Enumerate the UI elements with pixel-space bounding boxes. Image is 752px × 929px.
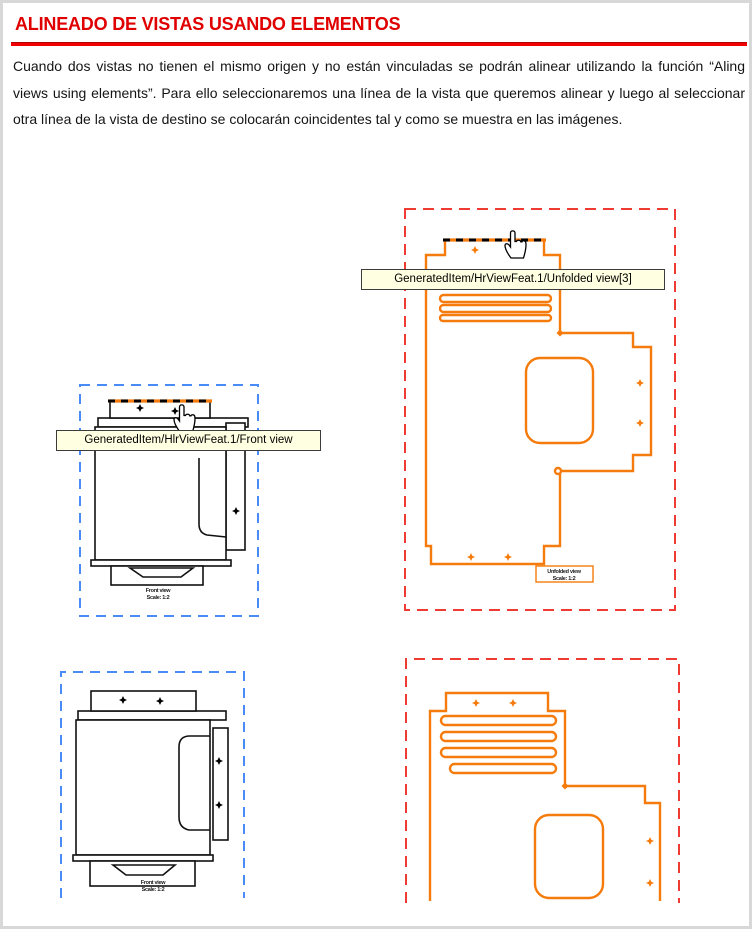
svg-text:Front view: Front view [145,588,171,594]
center-mark-stars [472,699,654,887]
front-view-drawing-top [53,378,323,623]
unfolded-part-outline [430,693,660,901]
unfolded-view-drawing-bottom [398,653,688,905]
unfolded-hole-cutout [526,358,593,443]
title-underline [11,42,747,46]
front-part-outline [73,691,228,886]
tooltip-unfolded-view: GeneratedItem/HrViewFeat.1/Unfolded view[3] [361,269,665,290]
intro-paragraph: Cuando dos vistas no tienen el mismo origen y no están vinculadas se podrán alinear utilizando la función “Aling views using elements”. Para ello seleccionaremos una línea de la vista que queremos alinear y luego al seleccionar otra línea de la vista de destino se colocarán coincidentes tal y como se muestra en las imágenes. [13,58,745,127]
front-part-outline [91,401,248,585]
vertex-diamond-marker [557,330,564,337]
front-caption [146,588,172,601]
page-title: ALINEADO DE VISTAS USANDO ELEMENTOS [15,14,401,34]
unfolded-view-drawing-top [398,203,688,615]
tooltip-front-view: GeneratedItem/HlrViewFeat.1/Front view [56,430,321,451]
svg-text:Scale: 1:2: Scale: 1:2 [552,576,576,582]
svg-text:Front view: Front view [140,880,166,886]
unfolded-caption [536,566,593,582]
unfolded-hole-cutout [535,815,603,898]
front-caption [141,880,167,893]
svg-text:Unfolded view: Unfolded view [547,569,581,575]
front-view-drawing-bottom [53,663,303,905]
vertex-diamond-marker [562,783,569,790]
center-mark-stars [467,246,644,561]
hand-cursor-icon [505,231,526,258]
svg-text:Scale: 1:2: Scale: 1:2 [141,887,165,893]
svg-text:Scale: 1:2: Scale: 1:2 [146,595,170,601]
